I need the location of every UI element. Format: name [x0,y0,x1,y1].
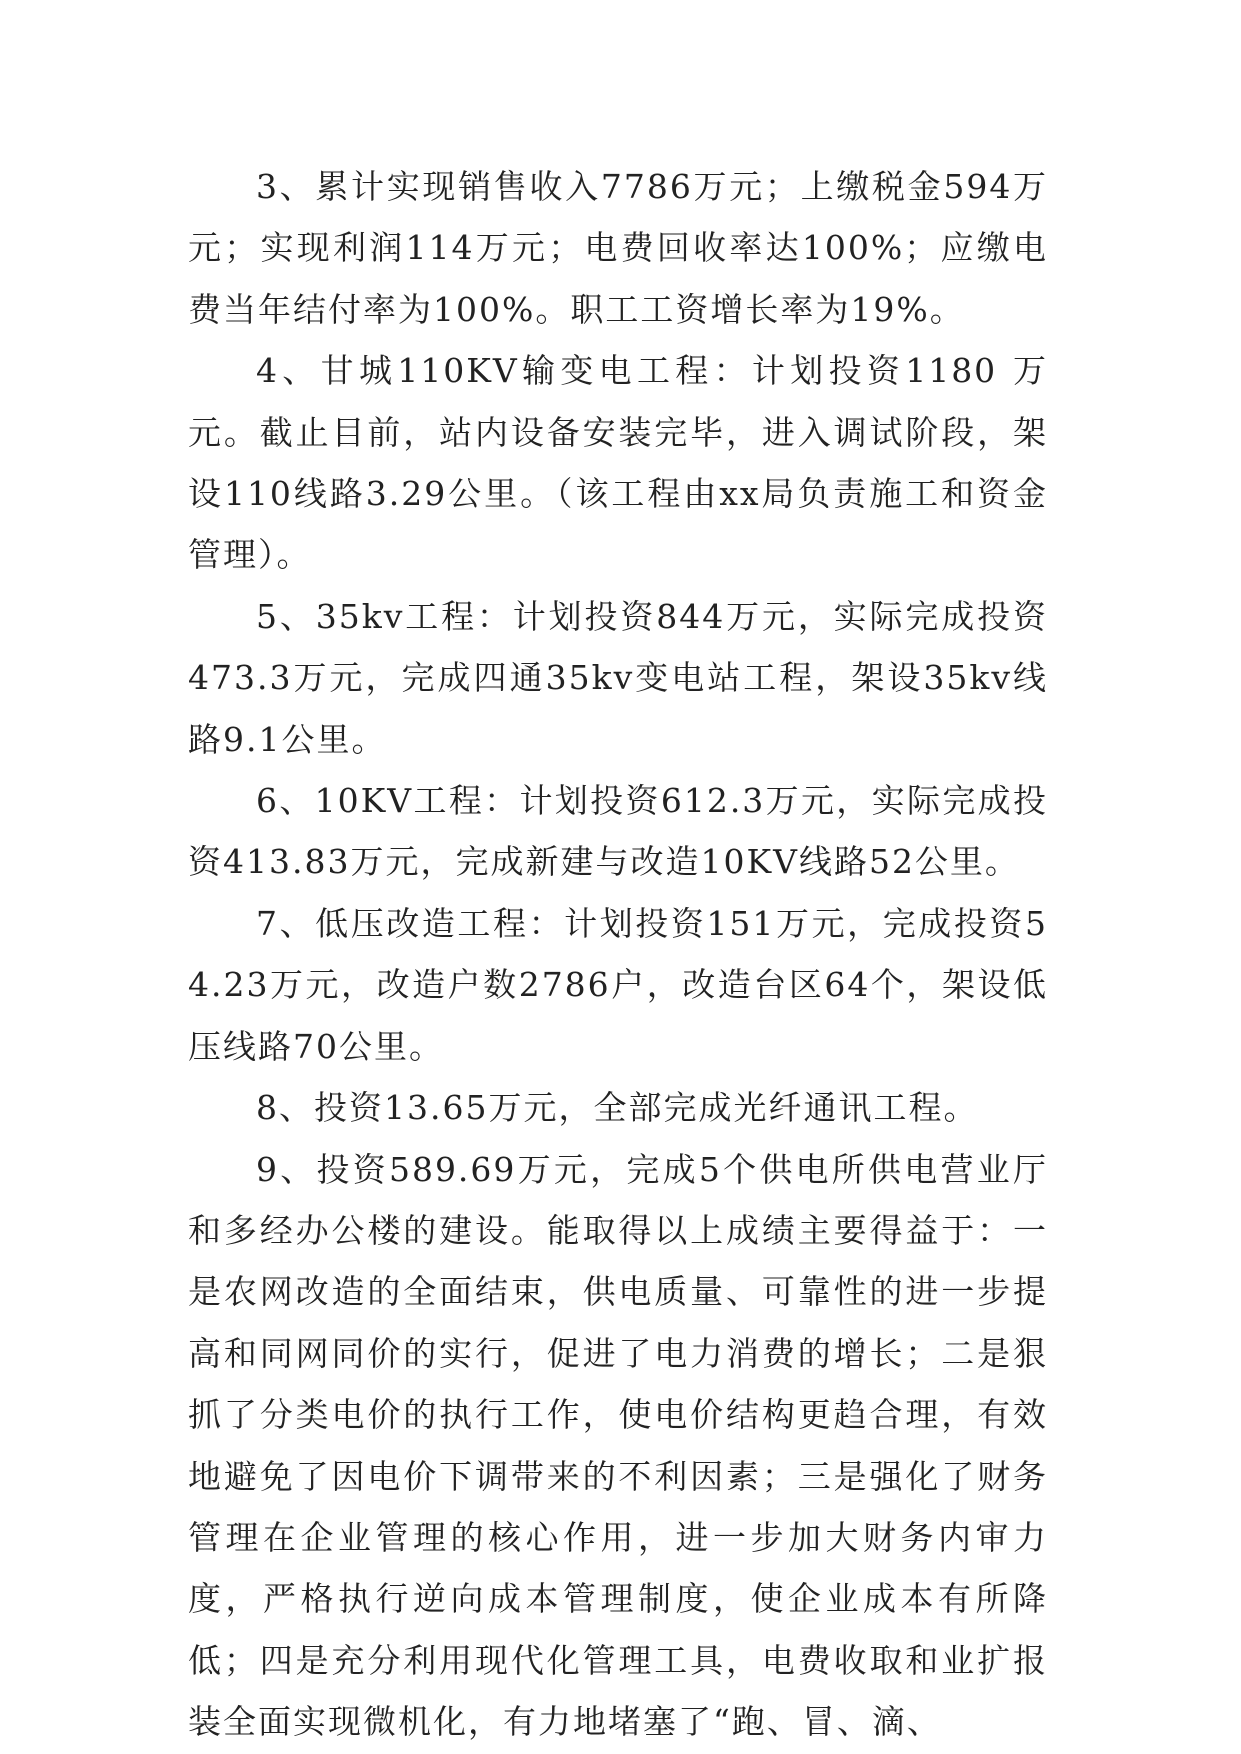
paragraph-item-5: 5、35kv工程：计划投资844万元，实际完成投资473.3万元，完成四通35kv变电站工程，架设35kv线路9.1公里。 [188,596,1048,759]
document-body [188,156,1048,1753]
paragraph-item-8: 8、投资13.65万元，全部完成光纤通讯工程。 [256,1088,979,1128]
paragraph-item-3: 3、累计实现销售收入7786万元；上缴税金594万元；实现利润114万元；电费回收率达100%；应缴电费当年结付率为100%。职工工资增长率为19%。 [188,167,1048,329]
paragraph-item-4: 4、甘城110KV输变电工程：计划投资1180 万元。截止目前，站内设备安装完毕，进入调试阶段，架设110线路3.29公里。（该工程由xx局负责施工和资金管理）。 [188,351,1048,575]
paragraph-item-7: 7、低压改造工程：计划投资151万元，完成投资54.23万元，改造户数2786户，改造台区64个，架设低压线路70公里。 [188,903,1048,1066]
paragraph-item-6: 6、10KV工程：计划投资612.3万元，实际完成投资413.83万元，完成新建与改造10KV线路52公里。 [188,781,1048,882]
paragraph-item-9: 9、投资589.69万元，完成5个供电所供电营业厅和多经办公楼的建设。能取得以上成绩主要得益于：一是农网改造的全面结束，供电质量、可靠性的进一步提高和同网同价的实行，促进了电力消费的增长；二是狠抓了分类电价的执行工作，使电价结构更趋合理，有效地避免了因电价下调带来的不利因素；三是强化了财务管理在企业管理的核心作用，进一步加大财务内审力度，严格执行逆向成本管理制度，使企业成本有所降低；四是充分利用现代化管理工具，电费收取和业扩报装全面实现微机化，有力地堵塞了“跑、冒、滴、 [188,1149,1048,1742]
